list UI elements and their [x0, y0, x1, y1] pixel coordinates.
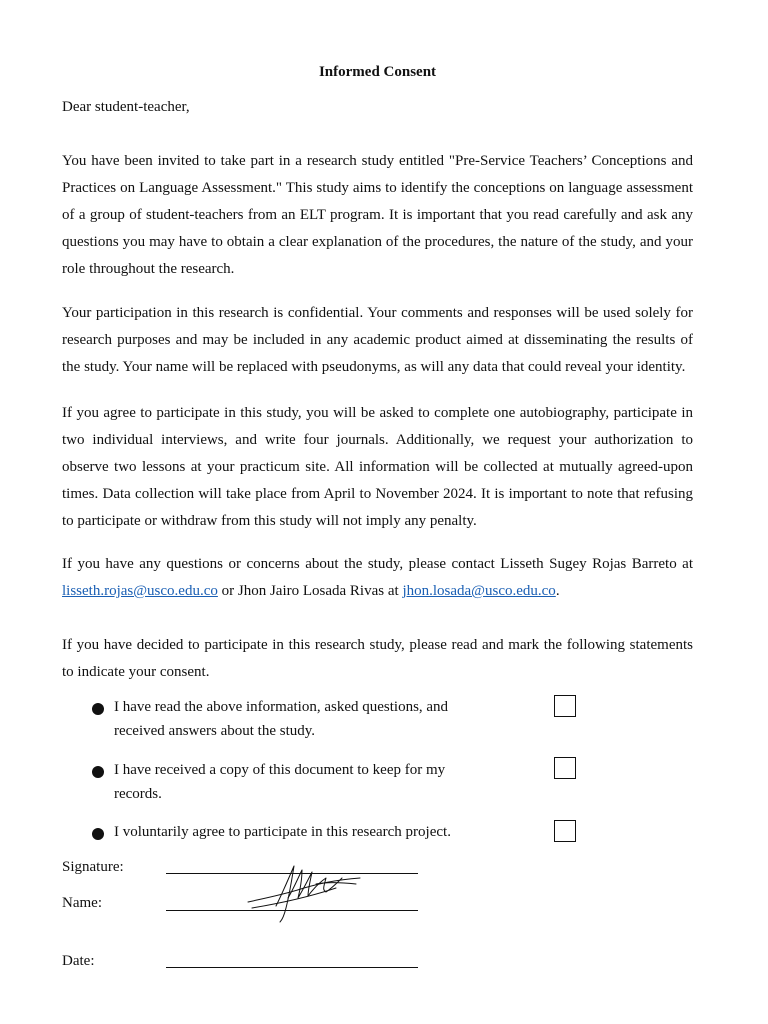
- email-link-losada[interactable]: jhon.losada@usco.edu.co: [402, 583, 556, 599]
- date-field-line[interactable]: [166, 967, 418, 968]
- bullet-icon: [92, 828, 104, 840]
- consent-checkbox-1[interactable]: [554, 695, 576, 717]
- document-title: Informed Consent: [318, 64, 437, 80]
- bullet-icon: [92, 766, 104, 778]
- date-label: Date:: [62, 953, 95, 969]
- salutation: Dear student-teacher,: [62, 99, 190, 115]
- bullet-icon: [92, 703, 104, 715]
- name-label: Name:: [62, 895, 102, 911]
- consent-statement-1-text: I have read the above information, asked questions, and received answers about the study.: [114, 699, 449, 739]
- consent-statement-3-text: I voluntarily agree to participate in this research project.: [114, 824, 451, 840]
- paragraph-confidentiality: Your participation in this research is confidential. Your comments and responses will be used solely for research purposes and may be included in any academic product aimed at disseminating the results of the study. Your name will be replaced with pseudonyms, as will any data that could reveal your identity.: [62, 305, 693, 375]
- contact-text-after: .: [555, 583, 560, 599]
- handwritten-signature: [246, 858, 366, 924]
- contact-text-before: If you have any questions or concerns about the study, please contact Lisseth Sugey Rojas Barreto at: [62, 556, 693, 572]
- consent-checkbox-3[interactable]: [554, 820, 576, 842]
- paragraph-consent-instructions: If you have decided to participate in this research study, please read and mark the following statements to indicate your consent.: [62, 637, 693, 680]
- paragraph-procedures: If you agree to participate in this study, you will be asked to complete one autobiography, participate in two individual interviews, and write four journals. Additionally, we request your authorization to observe two lessons at your practicum site. All information will be collected at mutually agreed-upon times. Data collection will take place from April to November 2024. It is important to note that refusing to participate or withdraw from this study will not imply any penalty.: [62, 405, 693, 529]
- contact-text-middle: or Jhon Jairo Losada Rivas at: [217, 583, 403, 599]
- email-link-rojas[interactable]: lisseth.rojas@usco.edu.co: [62, 583, 218, 599]
- paragraph-contact: [62, 551, 693, 605]
- signature-label: Signature:: [62, 859, 124, 875]
- paragraph-study-intro: You have been invited to take part in a research study entitled "Pre-Service Teachers’ Conceptions and Practices on Language Assessment." This study aims to identify the conceptions on language assessment of a group of student-teachers from an ELT program. It is important that you read carefully and ask any questions you may have to obtain a clear explanation of the procedures, the nature of the study, and your role throughout the research.: [62, 153, 693, 277]
- consent-statement-2-text: I have received a copy of this document to keep for my records.: [114, 762, 446, 802]
- consent-checkbox-2[interactable]: [554, 757, 576, 779]
